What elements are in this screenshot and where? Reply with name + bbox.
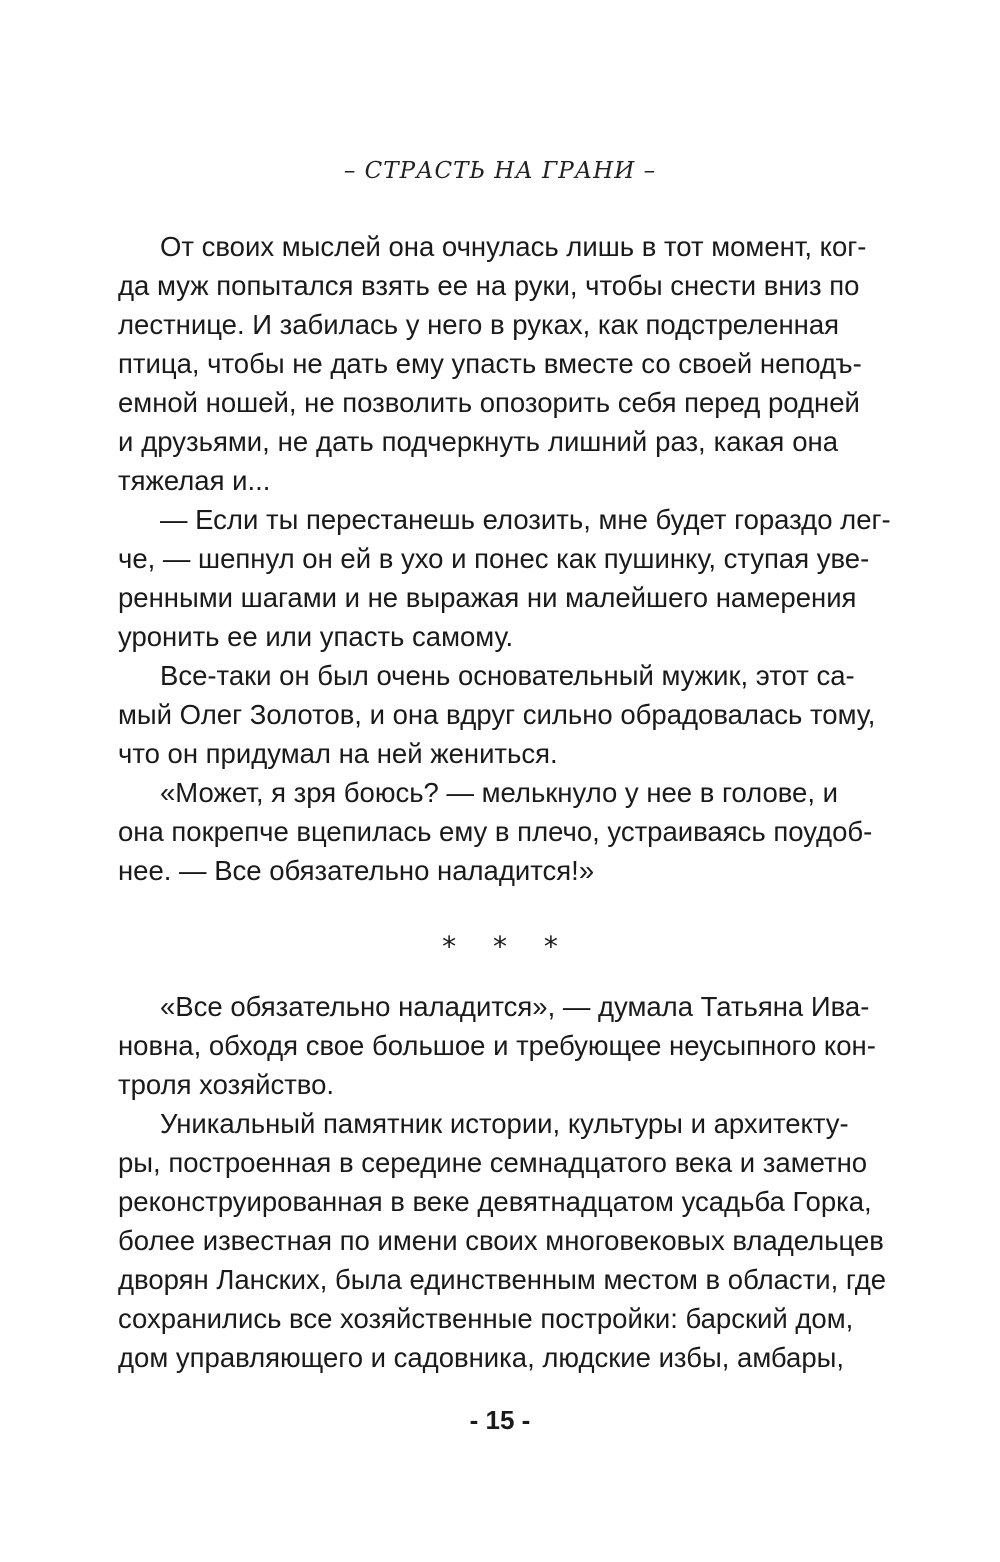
text-line: ренными шагами и не выражая ни малейшего намерения	[118, 582, 857, 613]
text-block-1	[118, 227, 891, 890]
text-line: и друзьями, не дать подчеркнуть лишний раз, какая она	[118, 426, 838, 457]
text-line: да муж попытался взять ее на руки, чтобы снести вниз по	[118, 270, 860, 301]
text-line: От своих мыслей она очнулась лишь в тот момент, ког-	[160, 231, 867, 262]
text-line: лестнице. И забилась у него в руках, как подстреленная	[118, 309, 840, 340]
text-line: реконструированная в веке девятнадцатом усадьба Горка,	[118, 1186, 872, 1217]
text-line: птица, чтобы не дать ему упасть вместе со своей неподъ-	[118, 348, 862, 379]
text-line: мый Олег Золотов, и она вдруг сильно обрадовалась тому,	[118, 699, 876, 730]
text-line: Уникальный памятник истории, культуры и архитекту-	[160, 1108, 849, 1139]
text-line: емной ношей, не позволить опозорить себя перед родней	[118, 387, 860, 418]
text-line: дворян Ланских, была единственным местом в области, где	[118, 1264, 887, 1295]
text-line: ры, построенная в середине семнадцатого века и заметно	[118, 1147, 868, 1178]
text-line: тяжелая и...	[118, 465, 271, 496]
text-line: троля хозяйство.	[118, 1069, 335, 1100]
text-line: сохранились все хозяйственные постройки: барский дом,	[118, 1303, 854, 1334]
text-line: она покрепче вцепилась ему в плечо, устраиваясь поудоб-	[118, 816, 873, 847]
text-block-2	[118, 987, 887, 1377]
text-line: нее. — Все обязательно наладится!»	[118, 855, 595, 886]
text-line: более известная по имени своих многовековых владельцев	[118, 1225, 884, 1256]
text-line: дом управляющего и садовника, людские избы, амбары,	[118, 1342, 845, 1373]
page-number: - 15 -	[469, 1405, 531, 1435]
text-line: че, — шепнул он ей в ухо и понес как пушинку, ступая уве-	[118, 543, 870, 574]
text-line: — Если ты перестанешь елозить, мне будет гораздо лег-	[160, 504, 891, 535]
text-line: «Может, я зря боюсь? — мелькнуло у нее в голове, и	[160, 777, 838, 808]
text-line: что он придумал на ней жениться.	[118, 738, 558, 769]
text-line: Все-таки он был очень основательный мужик, этот са-	[160, 660, 855, 691]
text-line: новна, обходя свое большое и требующее неусыпного кон-	[118, 1030, 876, 1061]
section-break: * * *	[442, 930, 572, 963]
running-head: – СТРАСТЬ НА ГРАНИ –	[343, 158, 657, 184]
text-line: уронить ее или упасть самому.	[118, 621, 514, 652]
text-line: «Все обязательно наладится», — думала Татьяна Ива-	[160, 991, 870, 1022]
